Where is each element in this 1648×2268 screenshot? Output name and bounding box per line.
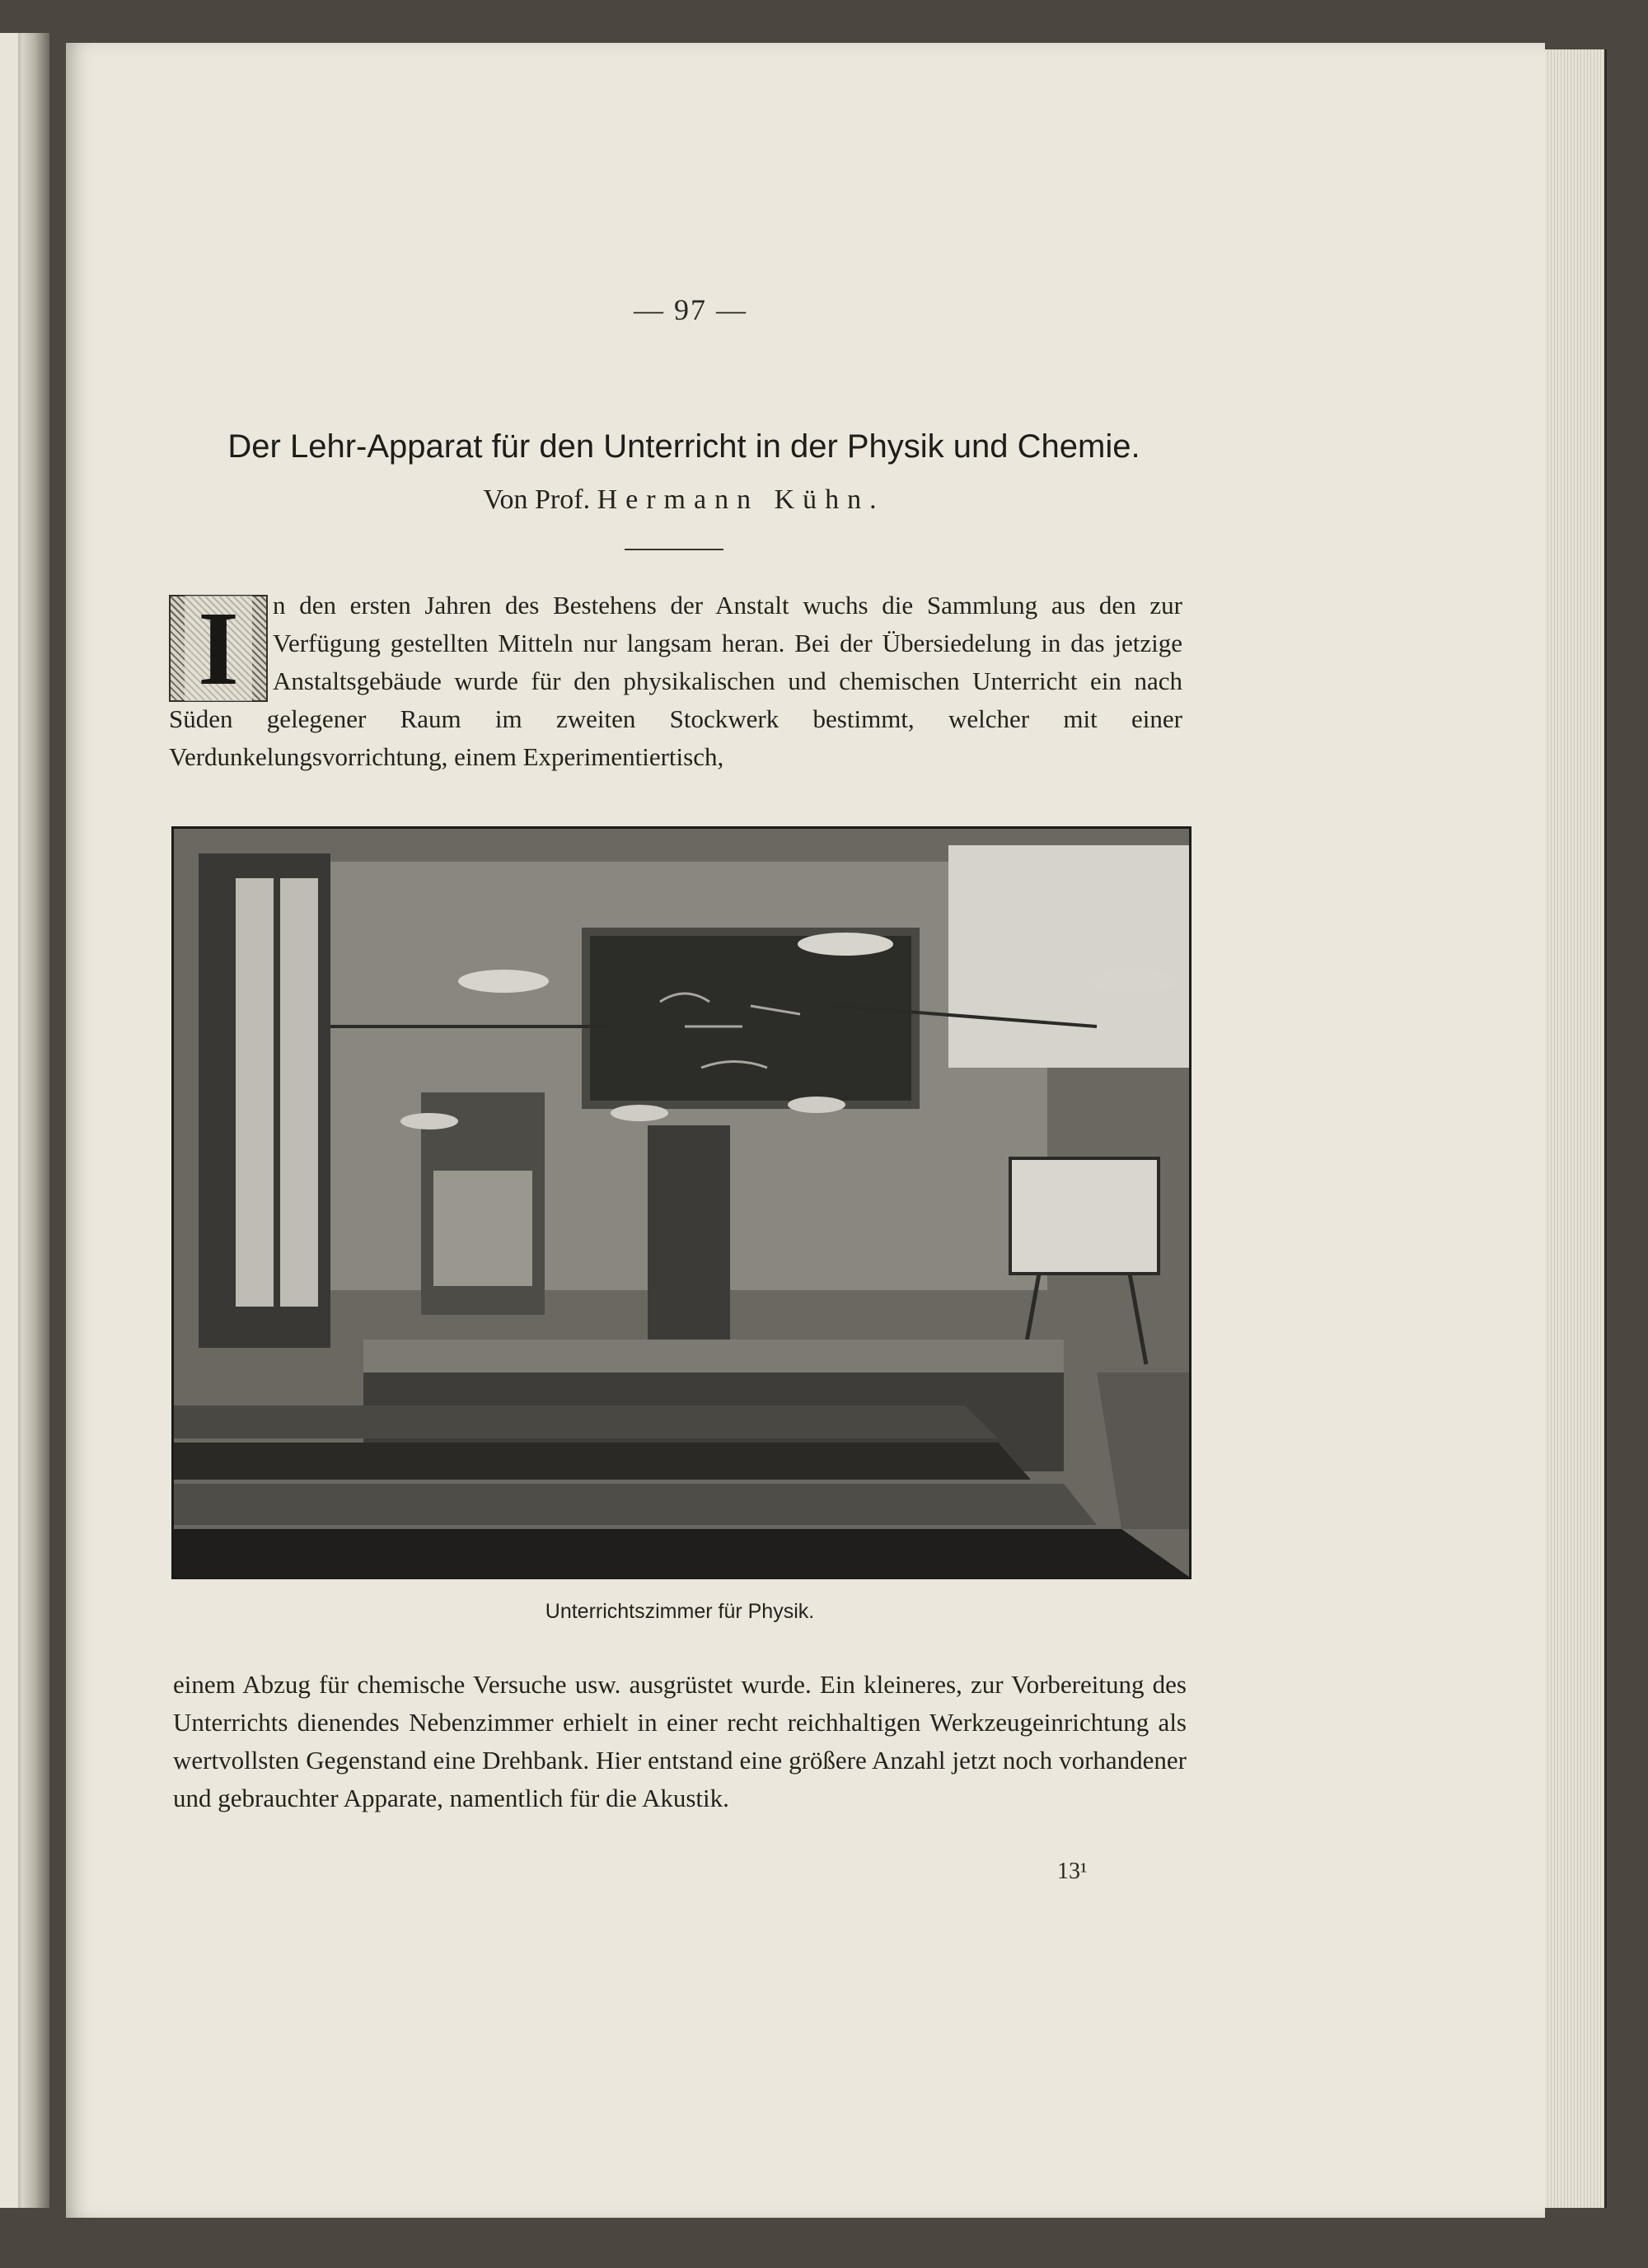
classroom-illustration <box>174 829 1189 1577</box>
paragraph-1 <box>169 587 1182 776</box>
page-number: — 97 — <box>634 293 747 326</box>
byline <box>148 484 1220 516</box>
title-rule <box>625 549 723 550</box>
figure-caption: Unterrichtszimmer für Physik. <box>545 1600 815 1623</box>
byline-author: Hermann Kühn. <box>597 484 885 515</box>
classroom-photograph <box>171 826 1192 1579</box>
paragraph-1-text: n den ersten Jahren des Bestehens der Anstalt wuchs die Sammlung aus den zur Verfügung gestellten Mitteln nur langsam heran. Bei der Übersiedelung in das jetzige Anstaltsgebäude wurde für den physikalischen und chemischen Unterricht ein nach Süden gelegener Raum im zweiten Stockwerk bestimmt, welcher mit einer Verdunkelungsvorrichtung, einem Experimentiertisch, <box>169 591 1182 771</box>
left-page-strip <box>0 33 18 2208</box>
ornamental-drop-cap <box>169 590 268 707</box>
drop-cap-letter: I <box>185 596 252 701</box>
byline-prefix: Von Prof. <box>483 484 591 515</box>
signature-mark: 13¹ <box>1057 1859 1088 1884</box>
paragraph-2: einem Abzug für chemische Versuche usw. ausgrüstet wurde. Ein kleineres, zur Vorbereitung des Unterrichts dienendes Nebenzimmer erhielt in einer recht reichhaltigen Werkzeugeinrichtung als wertvollsten Gegenstand eine Drehbank. Hier entstand eine größere Anzahl jetzt noch vorhandener und gebrauchter Apparate, namentlich für die Akustik. <box>173 1670 1187 1812</box>
article-title: Der Lehr-Apparat für den Unterricht in der Physik und Chemie. <box>227 428 1140 465</box>
page-stack-edge <box>1545 49 1607 2208</box>
